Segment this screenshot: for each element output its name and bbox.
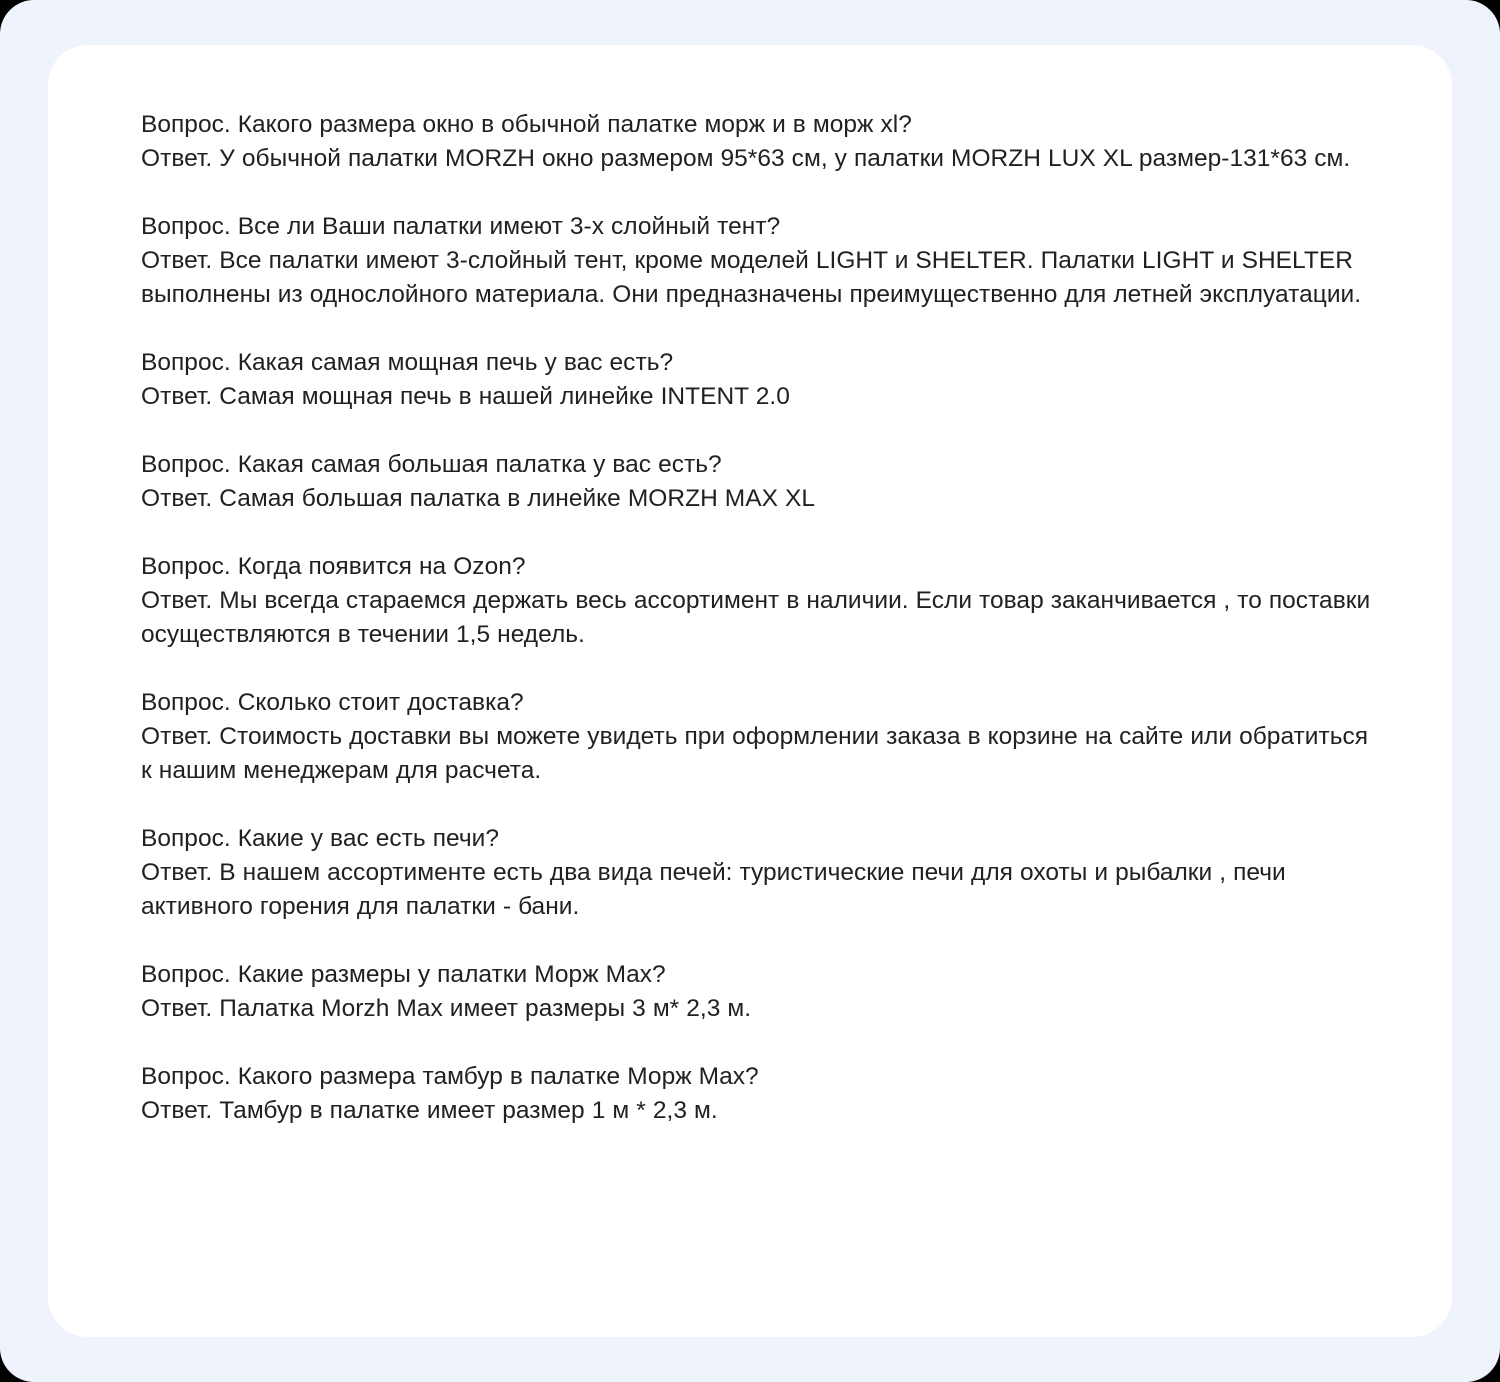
faq-question: Вопрос. Какого размера окно в обычной палатке морж и в морж xl? — [141, 111, 912, 138]
faq-question: Вопрос. Какие размеры у палатки Морж Max? — [141, 961, 666, 988]
faq-answer: Ответ. Самая большая палатка в линейке MORZH MAX XL — [141, 485, 815, 512]
faq-entry — [141, 108, 1376, 176]
faq-entry — [141, 822, 1376, 924]
faq-answer: Ответ. Стоимость доставки вы можете увидеть при оформлении заказа в корзине на сайте или обратиться к нашим менеджерам для расчета. — [141, 723, 1369, 784]
faq-question: Вопрос. Когда появится на Ozon? — [141, 553, 526, 580]
faq-question: Вопрос. Какая самая большая палатка у вас есть? — [141, 451, 722, 478]
faq-answer: Ответ. Все палатки имеют 3-слойный тент, кроме моделей LIGHT и SHELTER. Палатки LIGHT и SHELTER выполнены из однослойного материала. Они предназначены преимущественно для летней эксплуатации. — [141, 247, 1362, 308]
faq-card — [48, 45, 1452, 1337]
faq-entry — [141, 346, 1376, 414]
faq-answer: Ответ. В нашем ассортименте есть два вида печей: туристические печи для охоты и рыбалки , печи активного горения для палатки - бани. — [141, 859, 1286, 920]
faq-question: Вопрос. Какие у вас есть печи? — [141, 825, 499, 852]
faq-question: Вопрос. Какая самая мощная печь у вас есть? — [141, 349, 674, 376]
faq-answer: Ответ. Самая мощная печь в нашей линейке INTENT 2.0 — [141, 383, 790, 410]
faq-entry — [141, 686, 1376, 788]
faq-entry — [141, 1060, 1376, 1128]
faq-entry — [141, 958, 1376, 1026]
faq-entry — [141, 550, 1376, 652]
faq-answer: Ответ. Тамбур в палатке имеет размер 1 м * 2,3 м. — [141, 1097, 718, 1124]
faq-entry — [141, 448, 1376, 516]
faq-answer: Ответ. Мы всегда стараемся держать весь ассортимент в наличии. Если товар заканчивается , то поставки осуществляются в течении 1,5 недель. — [141, 587, 1371, 648]
faq-question: Вопрос. Какого размера тамбур в палатке Морж Max? — [141, 1063, 759, 1090]
faq-entry — [141, 210, 1376, 312]
faq-answer: Ответ. У обычной палатки MORZH окно размером 95*63 см, у палатки MORZH LUX XL размер-131*63 см. — [141, 145, 1351, 172]
faq-list — [141, 108, 1376, 1128]
faq-question: Вопрос. Сколько стоит доставка? — [141, 689, 524, 716]
faq-answer: Ответ. Палатка Morzh Max имеет размеры 3 м* 2,3 м. — [141, 995, 752, 1022]
faq-question: Вопрос. Все ли Ваши палатки имеют 3-х слойный тент? — [141, 213, 781, 240]
